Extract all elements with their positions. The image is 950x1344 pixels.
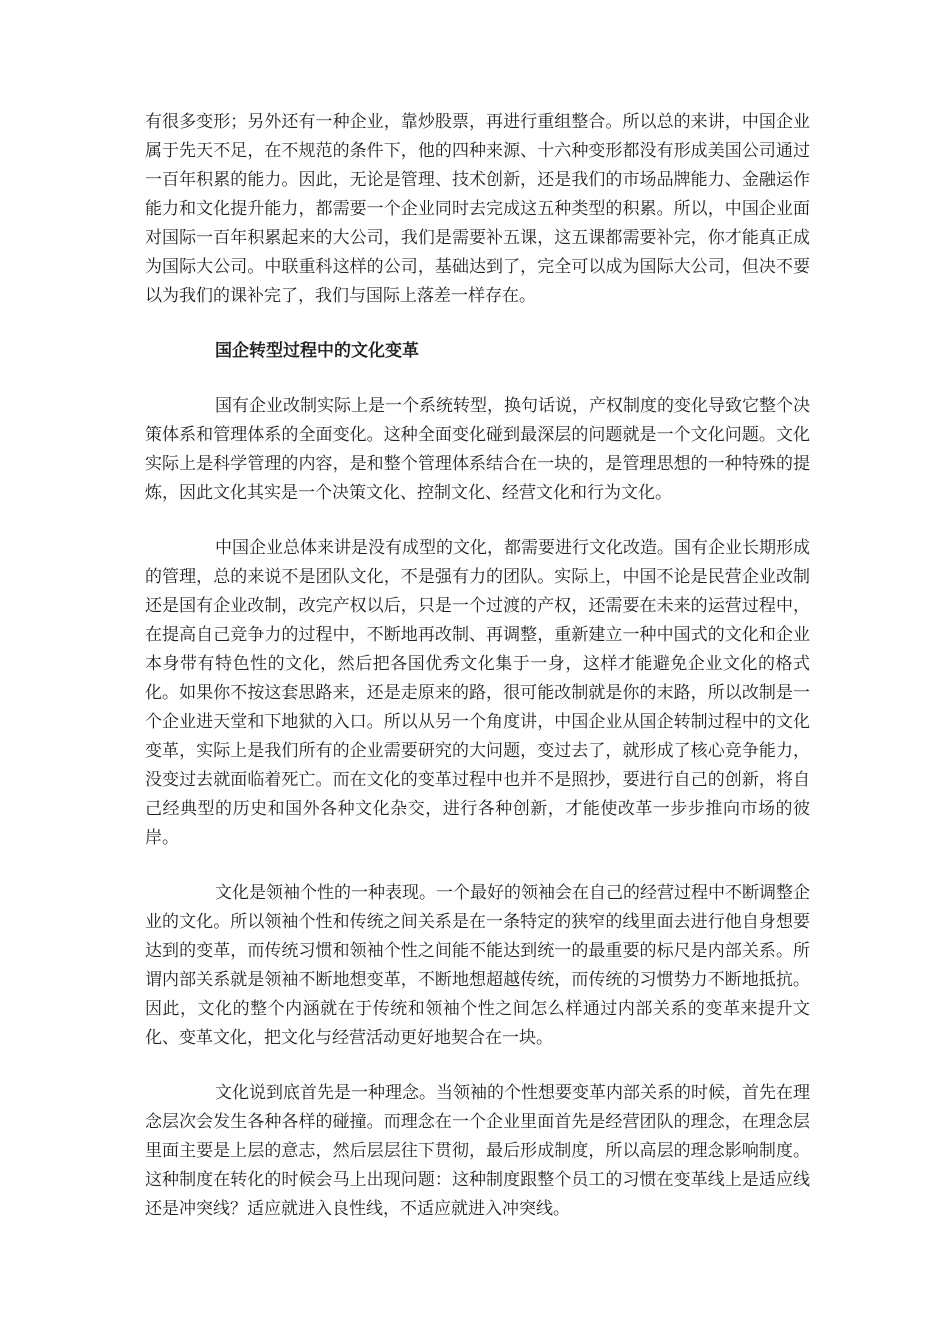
paragraph-culture-system: 国有企业改制实际上是一个系统转型，换句话说，产权制度的变化导致它整个决策体系和管理体系的全面变化。这种全面变化碰到最深层的问题就是一个文化问题。文化实际上是科学管理的内容，是和整个管理体系结合在一块的，是管理思想的一种特殊的提炼，因此文化其实是一个决策文化、控制文化、经营文化和行为文化。 xyxy=(145,396,810,502)
paragraph-culture-idea: 文化说到底首先是一种理念。当领袖的个性想要变革内部关系的时候，首先在理念层次会发生各种各样的碰撞。而理念在一个企业里面首先是经营团队的理念，在理念层里面主要是上层的意志，然后层层往下贯彻，最后形成制度，所以高层的理念影响制度。这种制度在转化的时候会马上出现问题：这种制度跟整个员工的习惯在变革线上是适应线还是冲突线？适应就进入良性线，不适应就进入冲突线。 xyxy=(145,1083,810,1218)
paragraph-leader-personality: 文化是领袖个性的一种表现。一个最好的领袖会在自己的经营过程中不断调整企业的文化。所以领袖个性和传统之间关系是在一条特定的狭窄的线里面去进行他自身想要达到的变革，而传统习惯和领袖个性之间能不能达到统一的最重要的标尺是内部关系。所谓内部关系就是领袖不断地想变革，不断地想超越传统，而传统的习惯势力不断地抵抗。因此，文化的整个内涵就在于传统和领袖个性之间怎么样通过内部关系的变革来提升文化、变革文化，把文化与经营活动更好地契合在一块。 xyxy=(145,883,810,1047)
paragraph-culture-reform: 中国企业总体来讲是没有成型的文化，都需要进行文化改造。国有企业长期形成的管理，总的来说不是团队文化，不是强有力的团队。实际上，中国不论是民营企业改制还是国有企业改制，改完产权以后，只是一个过渡的产权，还需要在未来的运营过程中，在提高自己竞争力的过程中，不断地再改制、再调整，重新建立一种中国式的文化和企业本身带有特色性的文化，然后把各国优秀文化集于一身，这样才能避免企业文化的格式化。如果你不按这套思路来，还是走原来的路，很可能改制就是你的末路，所以改制是一个企业进天堂和下地狱的入口。所以从另一个角度讲，中国企业从国企转制过程中的文化变革，实际上是我们所有的企业需要研究的大问题，变过去了，就形成了核心竞争能力，没变过去就面临着死亡。而在文化的变革过程中也并不是照抄，要进行自己的创新，将自己经典型的历史和国外各种文化杂交，进行各种创新，才能使改革一步步推向市场的彼岸。 xyxy=(145,538,810,847)
section-heading: 国企转型过程中的文化变革 xyxy=(215,341,419,360)
paragraph-intro: 有很多变形；另外还有一种企业，靠炒股票，再进行重组整合。所以总的来讲，中国企业属于先天不足，在不规范的条件下，他的四种来源、十六种变形都没有形成美国公司通过一百年积累的能力。因此，无论是管理、技术创新，还是我们的市场品牌能力、金融运作能力和文化提升能力，都需要一个企业同时去完成这五种类型的积累。所以，中国企业面对国际一百年积累起来的大公司，我们是需要补五课，这五课都需要补完，你才能真正成为国际大公司。中联重科这样的公司，基础达到了，完全可以成为国际大公司，但决不要以为我们的课补完了，我们与国际上落差一样存在。 xyxy=(145,112,810,305)
